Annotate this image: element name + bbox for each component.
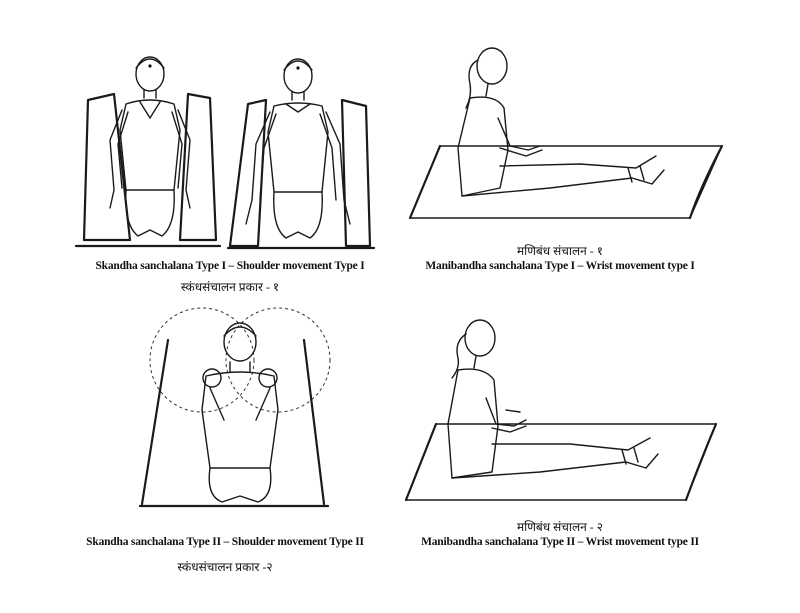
- panel-wrist-type-2: [400, 312, 720, 562]
- caption-english: Manibandha sanchalana Type I – Wrist movement type I: [425, 260, 695, 272]
- yoga-mat-left: [76, 94, 220, 246]
- figure-seated-side-wrist-1: [458, 48, 664, 196]
- caption-hindi: स्कंधसंचालन प्रकार - १: [180, 280, 280, 294]
- illustration-wrist-type-1: [400, 38, 720, 238]
- caption-english: Manibandha sanchalana Type II – Wrist movement type II: [421, 536, 699, 548]
- yoga-mat-right: [228, 100, 374, 248]
- illustration-shoulder-type-2: [60, 300, 390, 530]
- illustration-shoulder-type-1: [70, 40, 390, 270]
- yoga-mat-front: [140, 340, 328, 506]
- figure-seated-arms-down-left: [110, 57, 190, 236]
- caption-english: Skandha sanchalana Type I – Shoulder movement Type I: [95, 260, 365, 272]
- figure-seated-side-wrist-2: [448, 320, 658, 478]
- caption-english: Skandha sanchalana Type II – Shoulder movement Type II: [86, 536, 364, 548]
- panel-shoulder-type-2: [60, 300, 390, 580]
- caption-hindi: मणिबंध संचालन - १: [516, 244, 604, 258]
- figure-seated-arms-down-right: [246, 59, 350, 238]
- figure-seated-hands-on-shoulders: [202, 323, 278, 502]
- yoga-mat-side: [406, 424, 716, 500]
- caption-hindi: स्कंधसंचालन प्रकार -२: [177, 560, 273, 574]
- panel-wrist-type-1: [400, 38, 720, 278]
- panel-shoulder-type-1: [70, 40, 390, 300]
- illustration-wrist-type-2: [400, 312, 720, 512]
- yoga-mat-side: [410, 146, 722, 218]
- caption-hindi: मणिबंध संचालन - २: [516, 520, 604, 534]
